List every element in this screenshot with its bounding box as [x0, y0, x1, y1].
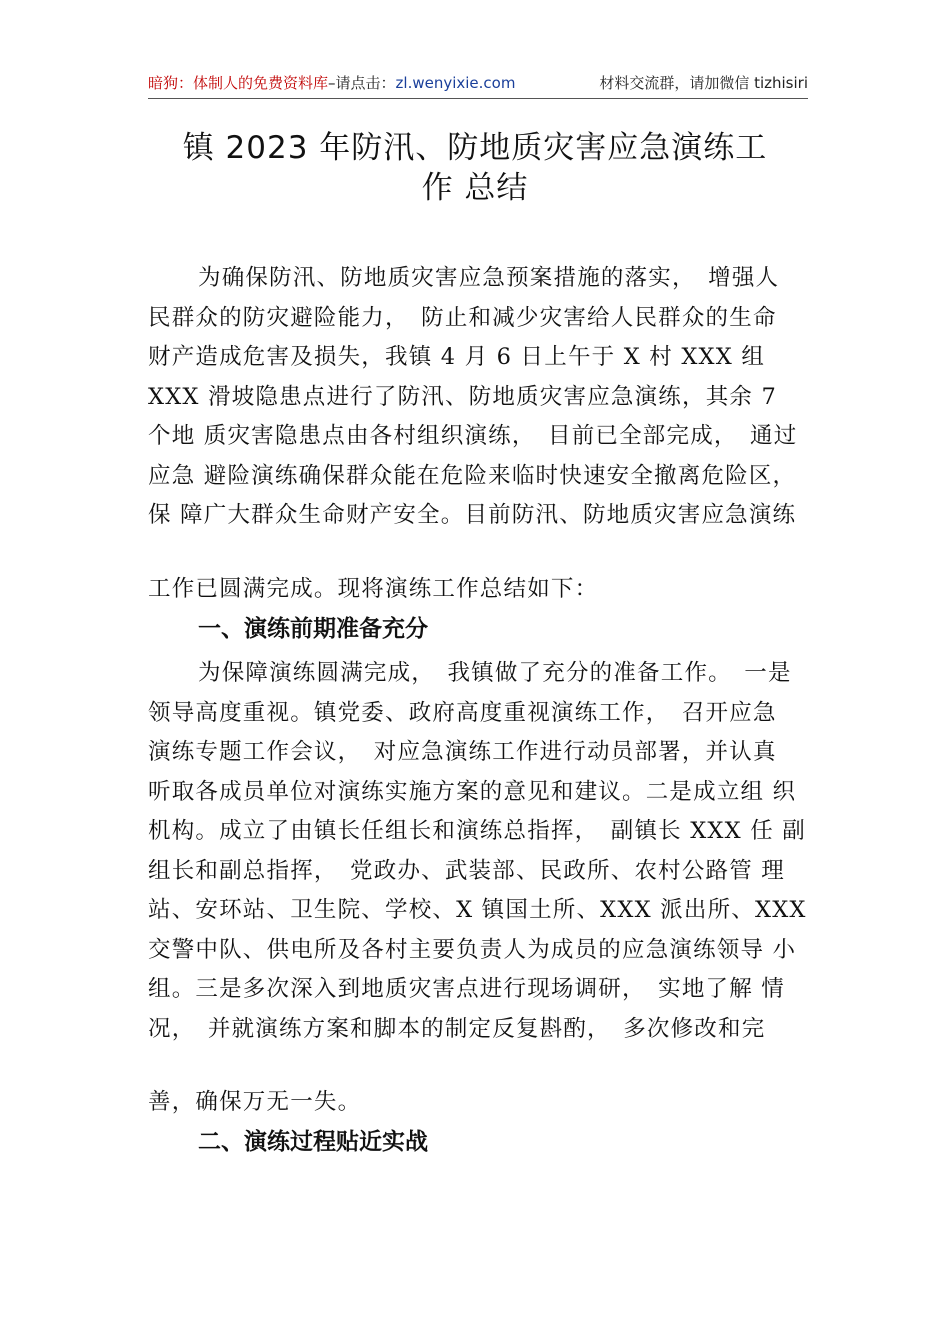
page-header — [148, 70, 808, 99]
intro-paragraph-tail: 工作已圆满完成。现将演练工作总结如下： — [148, 576, 599, 602]
section-1-paragraph-tail: 善，确保万无一失。 — [148, 1089, 362, 1115]
section-1-heading: 一、演练前期准备充分 — [198, 616, 428, 642]
header-brand: 暗狗：体制人的免费资料库 — [148, 74, 329, 92]
section-1-paragraph: 为保障演练圆满完成， 我镇做了充分的准备工作。 一是 领导高度重视。镇党委、政府高度重视演练工作， 召开应急 演练专题工作会议， 对应急演练工作进行动员部署，并认真 听取各成员单位对演练实施方案的意见和建议。二是成立组 织机构。成立了由镇长任组长和演练总指挥， 副镇长 XXX 任 副组长和副总指挥， 党政办、武装部、民政所、农村公路管 理站、安环站、卫生院、学校、X 镇国土所、XXX 派出所、XXX 交警中队、供电所及各村主要负责人为成员的应急演练领导 小组。三是多次深入到地质灾害点进行现场调研， 实地了解 情况， 并就演练方案和脚本的制定反复斟酌， 多次修改和完 — [148, 660, 807, 1042]
title-line-2: 作 总结 — [421, 170, 529, 206]
intro-paragraph — [148, 259, 808, 536]
section-2-heading: 二、演练过程贴近实战 — [198, 1129, 428, 1155]
header-contact: 材料交流群，请加微信 tizhisiri — [599, 74, 808, 92]
header-prompt: –请点击： — [328, 74, 396, 92]
header-url-link[interactable]: zl.wenyixie.com — [395, 74, 516, 92]
title-line-1: 镇 2023 年防汛、防地质灾害应急演练工 — [182, 130, 768, 166]
intro-paragraph-text: 为确保防汛、防地质灾害应急预案措施的落实， 增强人 民群众的防灾避险能力， 防止和减少灾害给人民群众的生命 财产造成危害及损失，我镇 4 月 6 日上午于 X 村 XXX 组 XXX 滑坡隐患点进行了防汛、防地质灾害应急演练，其余 7 个地 质灾害隐患点由各村组织演练， 目前已全部完成， 通过应急 避险演练确保群众能在危险来临时快速安全撤离危险区， 保 障广大群众生命财产安全。目前防汛、防地质灾害应急演练 — [148, 265, 809, 528]
document-title — [140, 128, 810, 208]
